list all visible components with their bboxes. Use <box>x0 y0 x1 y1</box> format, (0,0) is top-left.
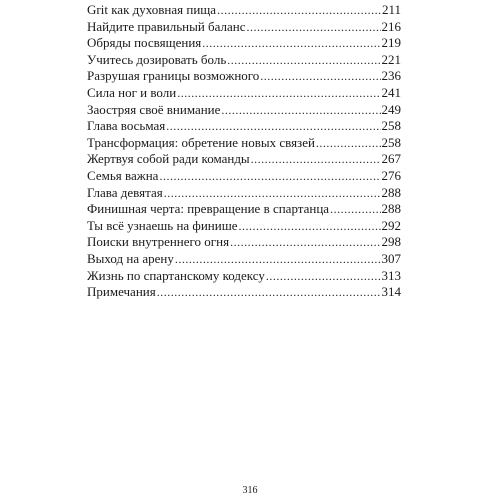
toc-entry-title: Финишная черта: превращение в спартанца <box>87 201 330 217</box>
toc-entry <box>87 85 401 102</box>
dot-leader <box>239 218 381 235</box>
toc-entry <box>87 52 401 69</box>
toc-entry <box>87 151 401 168</box>
toc-entry <box>87 19 401 36</box>
toc-entry-page: 288 <box>381 201 401 217</box>
dot-leader <box>316 135 381 152</box>
toc-entry-title: Глава девятая <box>87 184 163 200</box>
toc-entry-page: 219 <box>381 35 401 51</box>
toc-entry-title: Поиски внутреннего огня <box>87 234 230 250</box>
toc-entry-title: Жизнь по спартанскому кодексу <box>87 267 265 283</box>
toc-entry-title: Трансформация: обретение новых связей <box>87 134 315 150</box>
toc-entry-page: 314 <box>381 284 401 300</box>
toc-entry-title: Учитесь дозировать боль <box>87 51 227 67</box>
dot-leader <box>202 35 380 52</box>
dot-leader <box>227 52 380 69</box>
toc-entry-page: 249 <box>381 101 401 117</box>
dot-leader <box>177 85 380 102</box>
dot-leader <box>230 234 380 251</box>
toc-entry-page: 258 <box>381 134 401 150</box>
toc-entry <box>87 118 401 135</box>
toc-entry-page: 267 <box>381 151 401 167</box>
toc-entry-page: 313 <box>381 267 401 283</box>
toc-entry-page: 236 <box>381 68 401 84</box>
dot-leader <box>159 168 380 185</box>
toc-entry <box>87 234 401 251</box>
table-of-contents <box>87 2 401 301</box>
dot-leader <box>221 102 380 119</box>
toc-entry-title: Выход на арену <box>87 250 174 266</box>
dot-leader <box>164 185 381 202</box>
toc-entry-title: Найдите правильный баланс <box>87 18 246 34</box>
toc-entry-title: Примечания <box>87 284 156 300</box>
dot-leader <box>217 2 381 19</box>
toc-entry-title: Ты всё узнаешь на финише <box>87 217 238 233</box>
dot-leader <box>251 151 381 168</box>
toc-entry-title: Заостряя своё внимание <box>87 101 221 117</box>
toc-entry <box>87 185 401 202</box>
dot-leader <box>260 68 380 85</box>
dot-leader <box>166 118 380 135</box>
toc-entry <box>87 135 401 152</box>
toc-entry <box>87 2 401 19</box>
toc-entry-title: Grit как духовная пища <box>87 2 217 17</box>
toc-entry-page: 292 <box>381 217 401 233</box>
page-number: 316 <box>242 485 258 496</box>
dot-leader <box>330 201 380 218</box>
toc-entry-page: 211 <box>381 2 401 17</box>
dot-leader <box>157 284 381 301</box>
toc-entry-page: 221 <box>381 51 401 67</box>
toc-entry-page: 307 <box>381 250 401 266</box>
toc-entry-title: Обряды посвящения <box>87 35 202 51</box>
toc-entry-page: 288 <box>381 184 401 200</box>
toc-entry-title: Жертвуя собой ради команды <box>87 151 250 167</box>
toc-entry <box>87 251 401 268</box>
toc-entry <box>87 102 401 119</box>
toc-entry-page: 241 <box>381 84 401 100</box>
dot-leader <box>247 19 381 36</box>
toc-entry-page: 276 <box>381 167 401 183</box>
toc-entry-page: 298 <box>381 234 401 250</box>
dot-leader <box>266 268 381 285</box>
toc-entry <box>87 218 401 235</box>
toc-entry-title: Семья важна <box>87 167 159 183</box>
toc-entry <box>87 68 401 85</box>
toc-entry <box>87 35 401 52</box>
toc-entry <box>87 284 401 301</box>
toc-entry <box>87 168 401 185</box>
toc-entry-title: Сила ног и воли <box>87 84 177 100</box>
toc-entry-title: Глава восьмая <box>87 118 166 134</box>
toc-entry <box>87 201 401 218</box>
dot-leader <box>175 251 381 268</box>
toc-entry-title: Разрушая границы возможного <box>87 68 260 84</box>
toc-entry-page: 258 <box>381 118 401 134</box>
toc-entry <box>87 268 401 285</box>
toc-entry-page: 216 <box>381 18 401 34</box>
